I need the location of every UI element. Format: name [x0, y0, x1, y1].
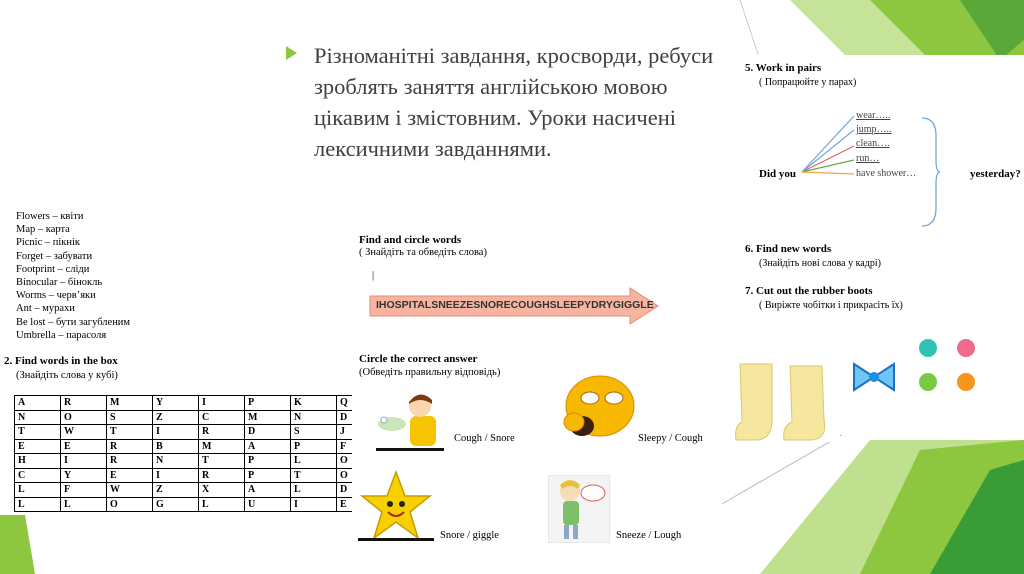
grid-cell: G: [153, 497, 199, 512]
task6-title: 6. Find new words: [745, 243, 832, 255]
grid-cell: O: [337, 468, 383, 483]
circle-words-subtitle: ( Знайдіть та обведіть слова): [359, 247, 487, 258]
grid-cell: H: [15, 454, 61, 469]
grid-cell: D: [337, 410, 383, 425]
grid-cell: L: [15, 483, 61, 498]
connector-arrows: [800, 110, 860, 180]
paint-splats-icon: [914, 334, 986, 398]
grid-row: [15, 468, 383, 483]
grid-cell: L: [61, 497, 107, 512]
vocab-item: Forget – забувати: [16, 250, 93, 262]
grid-cell: L: [291, 483, 337, 498]
grid-cell: K: [291, 396, 337, 411]
grid-cell: L: [199, 497, 245, 512]
did-you-label: Did you: [759, 168, 796, 180]
pairs-title: 5. Work in pairs: [745, 62, 822, 74]
rubber-boots-image: [732, 360, 842, 442]
text-cursor: |: [372, 270, 375, 281]
grid-cell: E: [61, 439, 107, 454]
grid-cell: F: [61, 483, 107, 498]
bottom-left-band: [0, 515, 35, 574]
grid-cell: D: [337, 483, 383, 498]
grid-cell: D: [245, 425, 291, 440]
grid-cell: M: [107, 396, 153, 411]
grid-cell: I: [291, 497, 337, 512]
grid-cell: N: [15, 410, 61, 425]
verb-option: have shower…: [856, 168, 917, 179]
grid-cell: P: [245, 454, 291, 469]
grid-cell: O: [61, 410, 107, 425]
grid-cell: U: [245, 497, 291, 512]
circle-words-title: Find and circle words: [359, 234, 462, 246]
yesterday-label: yesterday?: [970, 168, 1021, 180]
coughing-boy-image: [376, 390, 446, 452]
grid-row: [15, 454, 383, 469]
verb-option: wear…..: [856, 110, 891, 121]
vocab-item: Picnic – пікнік: [16, 237, 81, 249]
grid-row: [15, 497, 383, 512]
grid-cell: S: [107, 410, 153, 425]
main-bullet-text: Різноманітні завдання, кросворди, ребуси зроблять заняття англійською мовою цікавим і змістовним. Уроки насичені лексичними завданнями.: [286, 40, 726, 164]
arrow-letter-string: IHOSPITALSNEEZESNORECOUGHSLEEPYDRYGIGGLE: [376, 299, 654, 311]
grid-cell: X: [199, 483, 245, 498]
vocab-item: Umbrella – парасоля: [16, 329, 107, 341]
pairs-subtitle: ( Попрацюйте у парах): [759, 77, 857, 88]
find-words-subtitle: (Знайдіть слова у кубі): [16, 370, 118, 381]
grid-cell: A: [15, 396, 61, 411]
grid-cell: E: [15, 439, 61, 454]
grid-cell: N: [153, 454, 199, 469]
grid-cell: A: [245, 483, 291, 498]
grid-row: [15, 425, 383, 440]
grid-cell: M: [199, 439, 245, 454]
grid-cell: L: [291, 454, 337, 469]
grid-cell: E: [337, 497, 383, 512]
verb-option: clean….: [856, 138, 890, 149]
grid-cell: W: [61, 425, 107, 440]
grid-cell: I: [153, 468, 199, 483]
grid-cell: R: [107, 454, 153, 469]
vocab-item: Ant – мурахи: [16, 303, 75, 315]
vocab-item: Footprint – сліди: [16, 263, 90, 275]
grid-row: [15, 410, 383, 425]
grid-cell: R: [61, 396, 107, 411]
grid-cell: S: [291, 425, 337, 440]
letter-grid: [14, 395, 383, 512]
grid-cell: Y: [61, 468, 107, 483]
grid-cell: R: [199, 425, 245, 440]
grid-row: [15, 439, 383, 454]
curly-brace: [918, 116, 942, 228]
grid-cell: A: [245, 439, 291, 454]
grid-cell: O: [337, 454, 383, 469]
grid-cell: I: [153, 425, 199, 440]
sleepy-emoji-image: [560, 372, 636, 442]
vocab-item: Flowers – квіти: [16, 211, 84, 222]
bow-icon: [850, 360, 898, 394]
answer-label: Cough / Snore: [454, 433, 515, 444]
grid-cell: Y: [153, 396, 199, 411]
grid-cell: T: [199, 454, 245, 469]
grid-cell: Z: [153, 483, 199, 498]
verb-option: jump…..: [856, 124, 892, 135]
grid-cell: P: [291, 439, 337, 454]
grid-cell: F: [337, 439, 383, 454]
bullet-arrow-icon: [286, 46, 297, 60]
grid-cell: O: [107, 497, 153, 512]
star-character-image: [358, 470, 434, 542]
vocab-item: Worms – черв’яки: [16, 290, 96, 302]
vocab-item: Map – карта: [16, 224, 70, 236]
grid-cell: T: [291, 468, 337, 483]
find-words-title: 2. Find words in the box: [4, 355, 118, 367]
task7-title: 7. Cut out the rubber boots: [745, 285, 873, 297]
vocab-list: [16, 210, 130, 342]
grid-cell: T: [15, 425, 61, 440]
grid-cell: I: [199, 396, 245, 411]
vocab-item: Binocular – бінокль: [16, 277, 103, 289]
grid-row: [15, 483, 383, 498]
answer-label: Sleepy / Cough: [638, 433, 703, 444]
grid-cell: Q: [337, 396, 383, 411]
answer-label: Snore / giggle: [440, 530, 499, 541]
grid-cell: W: [107, 483, 153, 498]
grid-row: [15, 396, 383, 411]
sneezing-girl-image: [548, 475, 610, 543]
grid-cell: P: [245, 468, 291, 483]
top-diagonal-line: [740, 0, 760, 60]
grid-cell: P: [245, 396, 291, 411]
vocab-item: Be lost – бути загубленим: [16, 316, 131, 328]
grid-cell: R: [107, 439, 153, 454]
grid-cell: M: [245, 410, 291, 425]
grid-cell: L: [15, 497, 61, 512]
task7-subtitle: ( Виріжте чобітки і прикрасіть їх): [759, 300, 903, 311]
grid-cell: I: [61, 454, 107, 469]
grid-cell: J: [337, 425, 383, 440]
grid-cell: T: [107, 425, 153, 440]
grid-cell: C: [15, 468, 61, 483]
correct-answer-subtitle: (Обведіть правильну відповідь): [359, 367, 501, 378]
grid-cell: E: [107, 468, 153, 483]
grid-cell: R: [199, 468, 245, 483]
correct-answer-title: Circle the correct answer: [359, 353, 478, 365]
grid-cell: B: [153, 439, 199, 454]
grid-cell: C: [199, 410, 245, 425]
answer-label: Sneeze / Lough: [616, 530, 682, 541]
task6-subtitle: (Знайдіть нові слова у кадрі): [759, 258, 881, 269]
verb-option: run…: [856, 153, 880, 164]
grid-cell: Z: [153, 410, 199, 425]
grid-cell: N: [291, 410, 337, 425]
